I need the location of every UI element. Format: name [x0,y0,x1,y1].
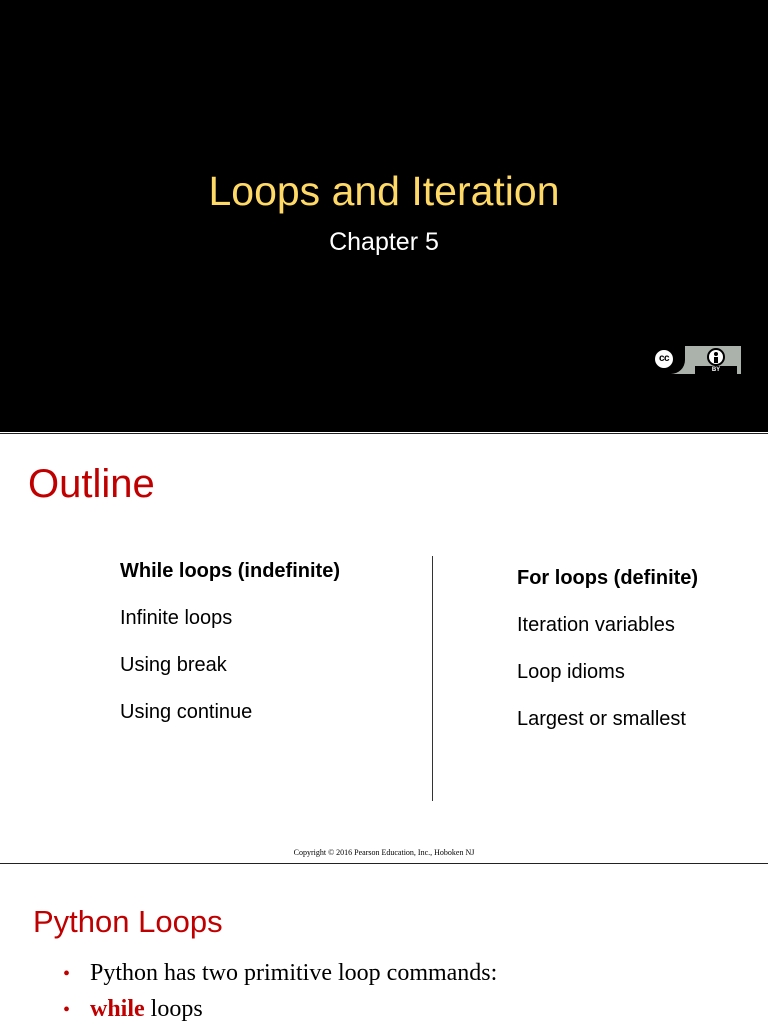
list-item: Loop idioms [517,661,625,683]
column-divider [432,556,433,801]
while-keyword: while [90,996,145,1022]
column-header: For loops (definite) [517,567,699,589]
copyright-notice: Copyright © 2016 Pearson Education, Inc., Hoboken NJ [293,848,475,857]
bullet-list [63,955,497,1024]
bullet-text: Python has two primitive loop commands: [90,960,498,986]
list-item: Infinite loops [120,607,233,629]
bullet-text: loops [144,996,203,1022]
slide-subtitle: Chapter 5 [329,228,439,256]
title-slide [0,0,768,432]
outline-slide [0,433,768,863]
list-item: Largest or smallest [517,708,686,730]
while-loops-column [120,557,340,745]
cc-icon: cc [653,348,675,370]
slide-title: Loops and Iteration [208,168,560,214]
outline-heading: Outline [28,462,155,506]
cc-by-license-icon [650,345,742,375]
list-item [63,955,497,991]
python-loops-heading: Python Loops [33,904,223,939]
list-item: Using continue [120,701,253,723]
list-item [63,991,497,1024]
attribution-icon [707,348,725,366]
python-loops-slide [0,863,768,1024]
for-loops-column [517,564,698,752]
column-header: While loops (indefinite) [120,560,340,582]
by-label: BY [695,366,737,374]
bullet-icon: • [63,999,71,1021]
list-item: Using break [120,654,227,676]
list-item: Iteration variables [517,614,675,636]
bullet-icon: • [63,963,71,985]
